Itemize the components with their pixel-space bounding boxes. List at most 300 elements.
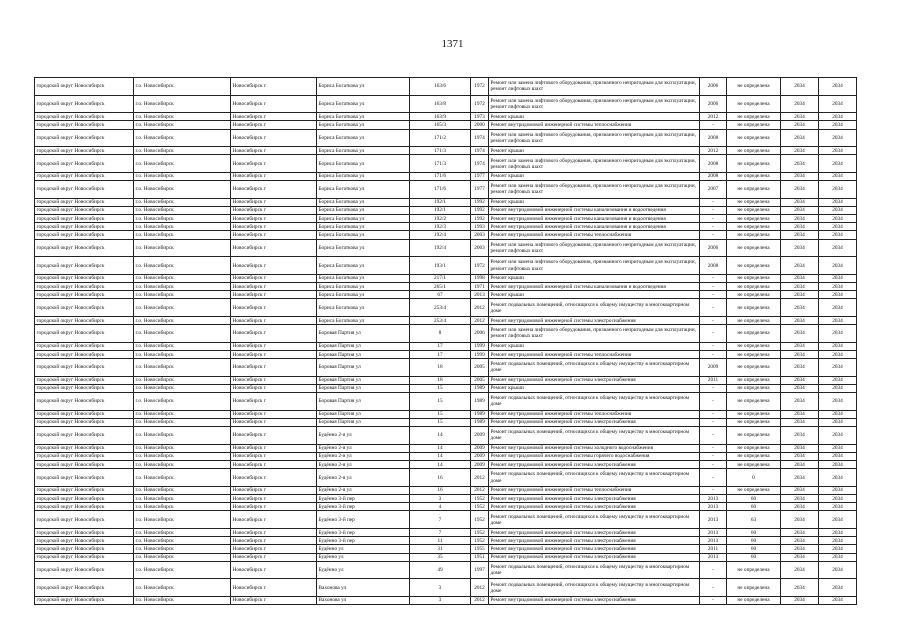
- build-year-cell: 1973: [471, 113, 489, 121]
- house-number-cell: 171/3: [410, 155, 471, 173]
- locality-cell: Новосибирск г: [231, 529, 317, 537]
- house-number-cell: 193/1: [410, 257, 471, 275]
- house-number-cell: 192/2: [410, 215, 471, 223]
- work-type-cell: Ремонт или замена лифтового оборудования, признанного непригодным для эксплуатации, ремонт лифтовых шахт: [489, 129, 700, 147]
- work-type-cell: Ремонт внутридомовой инженерной системы теплоснабжения: [489, 121, 700, 129]
- period-start-cell: 2034: [781, 342, 819, 350]
- street-cell: Боровая Партия ул: [317, 342, 410, 350]
- cost-cell: 0: [727, 469, 781, 487]
- build-year-cell: 1998: [471, 274, 489, 282]
- street-cell: Будённо 2-я ул: [317, 452, 410, 460]
- region-cell: городской округ Новосибирск: [35, 155, 134, 173]
- municipality-cell: г.о. Новосибирск: [134, 129, 231, 147]
- house-number-cell: 163/9: [410, 113, 471, 121]
- municipality-cell: г.о. Новосибирск: [134, 350, 231, 358]
- street-cell: Будённо 2-я ул: [317, 427, 410, 445]
- last-repair-year-cell: -: [700, 469, 727, 487]
- cost-cell: не определена: [727, 384, 781, 392]
- period-end-cell: 2034: [819, 427, 857, 445]
- period-start-cell: 2034: [781, 503, 819, 511]
- house-number-cell: 14: [410, 452, 471, 460]
- municipality-cell: г.о. Новосибирск: [134, 486, 231, 494]
- street-cell: Бориса Богаткова ул: [317, 78, 410, 96]
- period-end-cell: 2034: [819, 317, 857, 325]
- period-start-cell: 2034: [781, 561, 819, 579]
- period-end-cell: 2034: [819, 147, 857, 155]
- build-year-cell: 2013: [471, 291, 489, 299]
- period-end-cell: 2034: [819, 350, 857, 358]
- locality-cell: Новосибирск г: [231, 596, 317, 604]
- period-end-cell: 2034: [819, 215, 857, 223]
- street-cell: Боровая Партия ул: [317, 376, 410, 384]
- cost-cell: не определена: [727, 325, 781, 343]
- municipality-cell: г.о. Новосибирск: [134, 283, 231, 291]
- cost-cell: не определена: [727, 223, 781, 231]
- cost-cell: не определена: [727, 283, 781, 291]
- work-type-cell: Ремонт внутридомовой инженерной системы электроснабжения: [489, 545, 700, 553]
- street-cell: Бориса Богаткова ул: [317, 181, 410, 199]
- locality-cell: Новосибирск г: [231, 503, 317, 511]
- period-end-cell: 2034: [819, 545, 857, 553]
- municipality-cell: г.о. Новосибирск: [134, 342, 231, 350]
- period-start-cell: 2034: [781, 231, 819, 239]
- locality-cell: Новосибирск г: [231, 342, 317, 350]
- street-cell: Бориса Богаткова ул: [317, 239, 410, 257]
- locality-cell: Новосибирск г: [231, 579, 317, 597]
- build-year-cell: 2012: [471, 299, 489, 317]
- last-repair-year-cell: -: [700, 206, 727, 214]
- house-number-cell: 171/2: [410, 129, 471, 147]
- build-year-cell: 2009: [471, 427, 489, 445]
- period-start-cell: 2034: [781, 384, 819, 392]
- work-type-cell: Ремонт внутридомовой инженерной системы теплоснабжения: [489, 350, 700, 358]
- last-repair-year-cell: 2008: [700, 257, 727, 275]
- street-cell: Бориса Богаткова ул: [317, 172, 410, 180]
- cost-cell: не определена: [727, 257, 781, 275]
- build-year-cell: 1992: [471, 198, 489, 206]
- locality-cell: Новосибирск г: [231, 427, 317, 445]
- cost-cell: 60: [727, 503, 781, 511]
- municipality-cell: г.о. Новосибирск: [134, 155, 231, 173]
- street-cell: Бориса Богаткова ул: [317, 317, 410, 325]
- period-start-cell: 2034: [781, 511, 819, 529]
- region-cell: городской округ Новосибирск: [35, 147, 134, 155]
- table-row: [35, 350, 857, 358]
- work-type-cell: Ремонт или замена лифтового оборудования, признанного непригодным для эксплуатации, ремонт лифтовых шахт: [489, 95, 700, 113]
- last-repair-year-cell: 2012: [700, 113, 727, 121]
- region-cell: городской округ Новосибирск: [35, 410, 134, 418]
- work-type-cell: Ремонт или замена лифтового оборудования, признанного непригодным для эксплуатации, ремонт лифтовых шахт: [489, 78, 700, 96]
- street-cell: Будённо 3-й пер: [317, 537, 410, 545]
- cost-cell: не определена: [727, 376, 781, 384]
- period-start-cell: 2034: [781, 553, 819, 561]
- house-number-cell: 171/3: [410, 147, 471, 155]
- last-repair-year-cell: 2009: [700, 359, 727, 377]
- period-end-cell: 2034: [819, 529, 857, 537]
- table-row: [35, 121, 857, 129]
- last-repair-year-cell: 2012: [700, 147, 727, 155]
- house-number-cell: 14: [410, 444, 471, 452]
- region-cell: городской округ Новосибирск: [35, 181, 134, 199]
- house-number-cell: 15: [410, 393, 471, 411]
- period-start-cell: 2034: [781, 215, 819, 223]
- period-end-cell: 2034: [819, 78, 857, 96]
- house-number-cell: 192/4: [410, 231, 471, 239]
- table-row: [35, 274, 857, 282]
- street-cell: Будённо 2-я ул: [317, 469, 410, 487]
- street-cell: Бориса Богаткова ул: [317, 121, 410, 129]
- build-year-cell: 1993: [471, 223, 489, 231]
- municipality-cell: г.о. Новосибирск: [134, 495, 231, 503]
- cost-cell: не определена: [727, 198, 781, 206]
- street-cell: Бориса Богаткова ул: [317, 147, 410, 155]
- period-start-cell: 2034: [781, 291, 819, 299]
- period-end-cell: 2034: [819, 553, 857, 561]
- cost-cell: не определена: [727, 155, 781, 173]
- house-number-cell: 67: [410, 291, 471, 299]
- last-repair-year-cell: 2008: [700, 172, 727, 180]
- work-type-cell: Ремонт подвальных помещений, относящихся к общему имуществу в многоквартирном доме: [489, 511, 700, 529]
- table-row: [35, 596, 857, 604]
- house-number-cell: 171/6: [410, 181, 471, 199]
- build-year-cell: 1971: [471, 283, 489, 291]
- table-row: [35, 239, 857, 257]
- cost-cell: не определена: [727, 95, 781, 113]
- build-year-cell: 2009: [471, 452, 489, 460]
- table-row: [35, 223, 857, 231]
- build-year-cell: 1955: [471, 545, 489, 553]
- locality-cell: Новосибирск г: [231, 95, 317, 113]
- locality-cell: Новосибирск г: [231, 223, 317, 231]
- period-start-cell: 2034: [781, 129, 819, 147]
- last-repair-year-cell: -: [700, 561, 727, 579]
- municipality-cell: г.о. Новосибирск: [134, 537, 231, 545]
- house-number-cell: 3: [410, 579, 471, 597]
- period-end-cell: 2034: [819, 359, 857, 377]
- last-repair-year-cell: -: [700, 121, 727, 129]
- last-repair-year-cell: -: [700, 350, 727, 358]
- locality-cell: Новосибирск г: [231, 444, 317, 452]
- last-repair-year-cell: 2011: [700, 545, 727, 553]
- region-cell: городской округ Новосибирск: [35, 113, 134, 121]
- build-year-cell: 2012: [471, 486, 489, 494]
- street-cell: Бориса Богаткова ул: [317, 215, 410, 223]
- municipality-cell: г.о. Новосибирск: [134, 561, 231, 579]
- build-year-cell: 1999: [471, 342, 489, 350]
- street-cell: Будённо 3-й пер: [317, 529, 410, 537]
- period-end-cell: 2034: [819, 325, 857, 343]
- cost-cell: не определена: [727, 299, 781, 317]
- period-end-cell: 2034: [819, 299, 857, 317]
- region-cell: городской округ Новосибирск: [35, 384, 134, 392]
- build-year-cell: 2003: [471, 239, 489, 257]
- table-row: [35, 206, 857, 214]
- table-row: [35, 553, 857, 561]
- municipality-cell: г.о. Новосибирск: [134, 239, 231, 257]
- build-year-cell: 1972: [471, 95, 489, 113]
- build-year-cell: 1952: [471, 511, 489, 529]
- build-year-cell: 1989: [471, 393, 489, 411]
- street-cell: Бориса Богаткова ул: [317, 198, 410, 206]
- house-number-cell: 49: [410, 561, 471, 579]
- locality-cell: Новосибирск г: [231, 274, 317, 282]
- street-cell: Боровая Партия ул: [317, 384, 410, 392]
- region-cell: городской округ Новосибирск: [35, 486, 134, 494]
- build-year-cell: 1951: [471, 553, 489, 561]
- locality-cell: Новосибирск г: [231, 545, 317, 553]
- table-row: [35, 147, 857, 155]
- house-number-cell: 16: [410, 469, 471, 487]
- period-start-cell: 2034: [781, 495, 819, 503]
- period-start-cell: 2034: [781, 427, 819, 445]
- locality-cell: Новосибирск г: [231, 299, 317, 317]
- build-year-cell: 1974: [471, 147, 489, 155]
- cost-cell: не определена: [727, 147, 781, 155]
- table-row: [35, 545, 857, 553]
- table-row: [35, 198, 857, 206]
- work-type-cell: Ремонт подвальных помещений, относящихся к общему имуществу в многоквартирном доме: [489, 359, 700, 377]
- last-repair-year-cell: -: [700, 342, 727, 350]
- work-type-cell: Ремонт крыши: [489, 274, 700, 282]
- locality-cell: Новосибирск г: [231, 129, 317, 147]
- build-year-cell: 1972: [471, 257, 489, 275]
- work-type-cell: Ремонт внутридомовой инженерной системы электроснабжения: [489, 317, 700, 325]
- municipality-cell: г.о. Новосибирск: [134, 257, 231, 275]
- region-cell: городской округ Новосибирск: [35, 231, 134, 239]
- work-type-cell: Ремонт внутридомовой инженерной системы электроснабжения: [489, 596, 700, 604]
- build-year-cell: 1952: [471, 537, 489, 545]
- street-cell: Боровая Партия ул: [317, 350, 410, 358]
- table-row: [35, 317, 857, 325]
- house-number-cell: 253/4: [410, 317, 471, 325]
- period-end-cell: 2034: [819, 418, 857, 426]
- period-end-cell: 2034: [819, 291, 857, 299]
- locality-cell: Новосибирск г: [231, 469, 317, 487]
- table-row: [35, 410, 857, 418]
- locality-cell: Новосибирск г: [231, 198, 317, 206]
- build-year-cell: 2005: [471, 376, 489, 384]
- work-type-cell: Ремонт подвальных помещений, относящихся к общему имуществу в многоквартирном доме: [489, 579, 700, 597]
- region-cell: городской округ Новосибирск: [35, 291, 134, 299]
- municipality-cell: г.о. Новосибирск: [134, 452, 231, 460]
- table-row: [35, 342, 857, 350]
- period-start-cell: 2034: [781, 257, 819, 275]
- locality-cell: Новосибирск г: [231, 291, 317, 299]
- region-cell: городской округ Новосибирск: [35, 172, 134, 180]
- build-year-cell: 2012: [471, 469, 489, 487]
- cost-cell: не определена: [727, 444, 781, 452]
- municipality-cell: г.о. Новосибирск: [134, 172, 231, 180]
- region-cell: городской округ Новосибирск: [35, 215, 134, 223]
- locality-cell: Новосибирск г: [231, 418, 317, 426]
- street-cell: Бориса Богаткова ул: [317, 299, 410, 317]
- locality-cell: Новосибирск г: [231, 172, 317, 180]
- house-number-cell: 217/1: [410, 274, 471, 282]
- municipality-cell: г.о. Новосибирск: [134, 299, 231, 317]
- locality-cell: Новосибирск г: [231, 239, 317, 257]
- house-number-cell: 7: [410, 511, 471, 529]
- period-end-cell: 2034: [819, 155, 857, 173]
- table-row: [35, 418, 857, 426]
- house-number-cell: 15: [410, 384, 471, 392]
- table-row: [35, 495, 857, 503]
- cost-cell: не определена: [727, 561, 781, 579]
- period-end-cell: 2034: [819, 113, 857, 121]
- period-end-cell: 2034: [819, 206, 857, 214]
- period-end-cell: 2034: [819, 342, 857, 350]
- work-type-cell: Ремонт внутридомовой инженерной системы теплоснабжения: [489, 486, 700, 494]
- region-cell: городской округ Новосибирск: [35, 350, 134, 358]
- house-number-cell: 253/4: [410, 299, 471, 317]
- table-row: [35, 172, 857, 180]
- house-number-cell: 18: [410, 359, 471, 377]
- region-cell: городской округ Новосибирск: [35, 579, 134, 597]
- period-start-cell: 2034: [781, 486, 819, 494]
- region-cell: городской округ Новосибирск: [35, 452, 134, 460]
- period-end-cell: 2034: [819, 239, 857, 257]
- period-end-cell: 2034: [819, 596, 857, 604]
- region-cell: городской округ Новосибирск: [35, 317, 134, 325]
- locality-cell: Новосибирск г: [231, 350, 317, 358]
- period-end-cell: 2034: [819, 503, 857, 511]
- period-start-cell: 2034: [781, 239, 819, 257]
- house-number-cell: 265/1: [410, 283, 471, 291]
- table-row: [35, 215, 857, 223]
- build-year-cell: 1989: [471, 418, 489, 426]
- municipality-cell: г.о. Новосибирск: [134, 376, 231, 384]
- house-number-cell: 192/3: [410, 223, 471, 231]
- period-start-cell: 2034: [781, 359, 819, 377]
- period-start-cell: 2034: [781, 461, 819, 469]
- locality-cell: Новосибирск г: [231, 561, 317, 579]
- municipality-cell: г.о. Новосибирск: [134, 553, 231, 561]
- municipality-cell: г.о. Новосибирск: [134, 503, 231, 511]
- last-repair-year-cell: -: [700, 418, 727, 426]
- locality-cell: Новосибирск г: [231, 452, 317, 460]
- build-year-cell: 1974: [471, 129, 489, 147]
- municipality-cell: г.о. Новосибирск: [134, 511, 231, 529]
- street-cell: Будённо 3-й пер: [317, 503, 410, 511]
- house-number-cell: 31: [410, 545, 471, 553]
- table-row: [35, 129, 857, 147]
- municipality-cell: г.о. Новосибирск: [134, 579, 231, 597]
- period-start-cell: 2034: [781, 469, 819, 487]
- last-repair-year-cell: 2006: [700, 95, 727, 113]
- period-end-cell: 2034: [819, 384, 857, 392]
- last-repair-year-cell: -: [700, 427, 727, 445]
- locality-cell: Новосибирск г: [231, 283, 317, 291]
- work-type-cell: Ремонт подвальных помещений, относящихся к общему имуществу в многоквартирном доме: [489, 469, 700, 487]
- cost-cell: не определена: [727, 239, 781, 257]
- street-cell: Боровая Партия ул: [317, 410, 410, 418]
- last-repair-year-cell: -: [700, 444, 727, 452]
- last-repair-year-cell: 2008: [700, 129, 727, 147]
- street-cell: Бориса Богаткова ул: [317, 155, 410, 173]
- work-type-cell: Ремонт внутридомовой инженерной системы теплоснабжения: [489, 410, 700, 418]
- work-type-cell: Ремонт внутридомовой инженерной системы канализования и водоотведения: [489, 223, 700, 231]
- period-start-cell: 2034: [781, 172, 819, 180]
- locality-cell: Новосибирск г: [231, 215, 317, 223]
- build-year-cell: 1992: [471, 206, 489, 214]
- cost-cell: 63: [727, 511, 781, 529]
- region-cell: городской округ Новосибирск: [35, 461, 134, 469]
- table-row: [35, 511, 857, 529]
- house-number-cell: 16: [410, 486, 471, 494]
- work-type-cell: Ремонт или замена лифтового оборудования, признанного непригодным для эксплуатации, ремонт лифтовых шахт: [489, 155, 700, 173]
- region-cell: городской округ Новосибирск: [35, 206, 134, 214]
- cost-cell: не определена: [727, 342, 781, 350]
- build-year-cell: 2003: [471, 231, 489, 239]
- municipality-cell: г.о. Новосибирск: [134, 410, 231, 418]
- work-type-cell: Ремонт внутридомовой инженерной системы электроснабжения: [489, 461, 700, 469]
- municipality-cell: г.о. Новосибирск: [134, 198, 231, 206]
- region-cell: городской округ Новосибирск: [35, 503, 134, 511]
- work-type-cell: Ремонт внутридомовой инженерной системы электроснабжения: [489, 376, 700, 384]
- region-cell: городской округ Новосибирск: [35, 223, 134, 231]
- last-repair-year-cell: 2013: [700, 495, 727, 503]
- street-cell: Бориса Богаткова ул: [317, 274, 410, 282]
- table-row: [35, 155, 857, 173]
- street-cell: Бориса Богаткова ул: [317, 283, 410, 291]
- table-row: [35, 561, 857, 579]
- period-start-cell: 2034: [781, 376, 819, 384]
- work-type-cell: Ремонт внутридомовой инженерной системы канализования и водоотведения: [489, 283, 700, 291]
- locality-cell: Новосибирск г: [231, 511, 317, 529]
- municipality-cell: г.о. Новосибирск: [134, 469, 231, 487]
- build-year-cell: 1997: [471, 561, 489, 579]
- period-end-cell: 2034: [819, 95, 857, 113]
- last-repair-year-cell: -: [700, 384, 727, 392]
- locality-cell: Новосибирск г: [231, 537, 317, 545]
- work-type-cell: Ремонт или замена лифтового оборудования, признанного непригодным для эксплуатации, ремонт лифтовых шахт: [489, 257, 700, 275]
- region-cell: городской округ Новосибирск: [35, 418, 134, 426]
- municipality-cell: г.о. Новосибирск: [134, 317, 231, 325]
- locality-cell: Новосибирск г: [231, 317, 317, 325]
- house-number-cell: 3: [410, 596, 471, 604]
- period-start-cell: 2034: [781, 223, 819, 231]
- table-row: [35, 503, 857, 511]
- build-year-cell: 2009: [471, 461, 489, 469]
- municipality-cell: г.о. Новосибирск: [134, 384, 231, 392]
- build-year-cell: 2005: [471, 359, 489, 377]
- build-year-cell: 1977: [471, 172, 489, 180]
- cost-cell: не определена: [727, 427, 781, 445]
- last-repair-year-cell: -: [700, 410, 727, 418]
- work-type-cell: Ремонт или замена лифтового оборудования, признанного непригодным для эксплуатации, ремонт лифтовых шахт: [489, 181, 700, 199]
- period-end-cell: 2034: [819, 486, 857, 494]
- cost-cell: не определена: [727, 359, 781, 377]
- region-cell: городской округ Новосибирск: [35, 95, 134, 113]
- work-type-cell: Ремонт внутридомовой инженерной системы электроснабжения: [489, 529, 700, 537]
- work-type-cell: Ремонт подвальных помещений, относящихся к общему имуществу в многоквартирном доме: [489, 427, 700, 445]
- period-end-cell: 2034: [819, 461, 857, 469]
- locality-cell: Новосибирск г: [231, 257, 317, 275]
- last-repair-year-cell: -: [700, 223, 727, 231]
- municipality-cell: г.о. Новосибирск: [134, 231, 231, 239]
- cost-cell: не определена: [727, 206, 781, 214]
- table-row: [35, 257, 857, 275]
- locality-cell: Новосибирск г: [231, 359, 317, 377]
- table-row: [35, 376, 857, 384]
- period-start-cell: 2034: [781, 78, 819, 96]
- locality-cell: Новосибирск г: [231, 495, 317, 503]
- municipality-cell: г.о. Новосибирск: [134, 113, 231, 121]
- last-repair-year-cell: -: [700, 452, 727, 460]
- period-start-cell: 2034: [781, 529, 819, 537]
- last-repair-year-cell: -: [700, 393, 727, 411]
- municipality-cell: г.о. Новосибирск: [134, 545, 231, 553]
- page-number: 1371: [441, 38, 464, 50]
